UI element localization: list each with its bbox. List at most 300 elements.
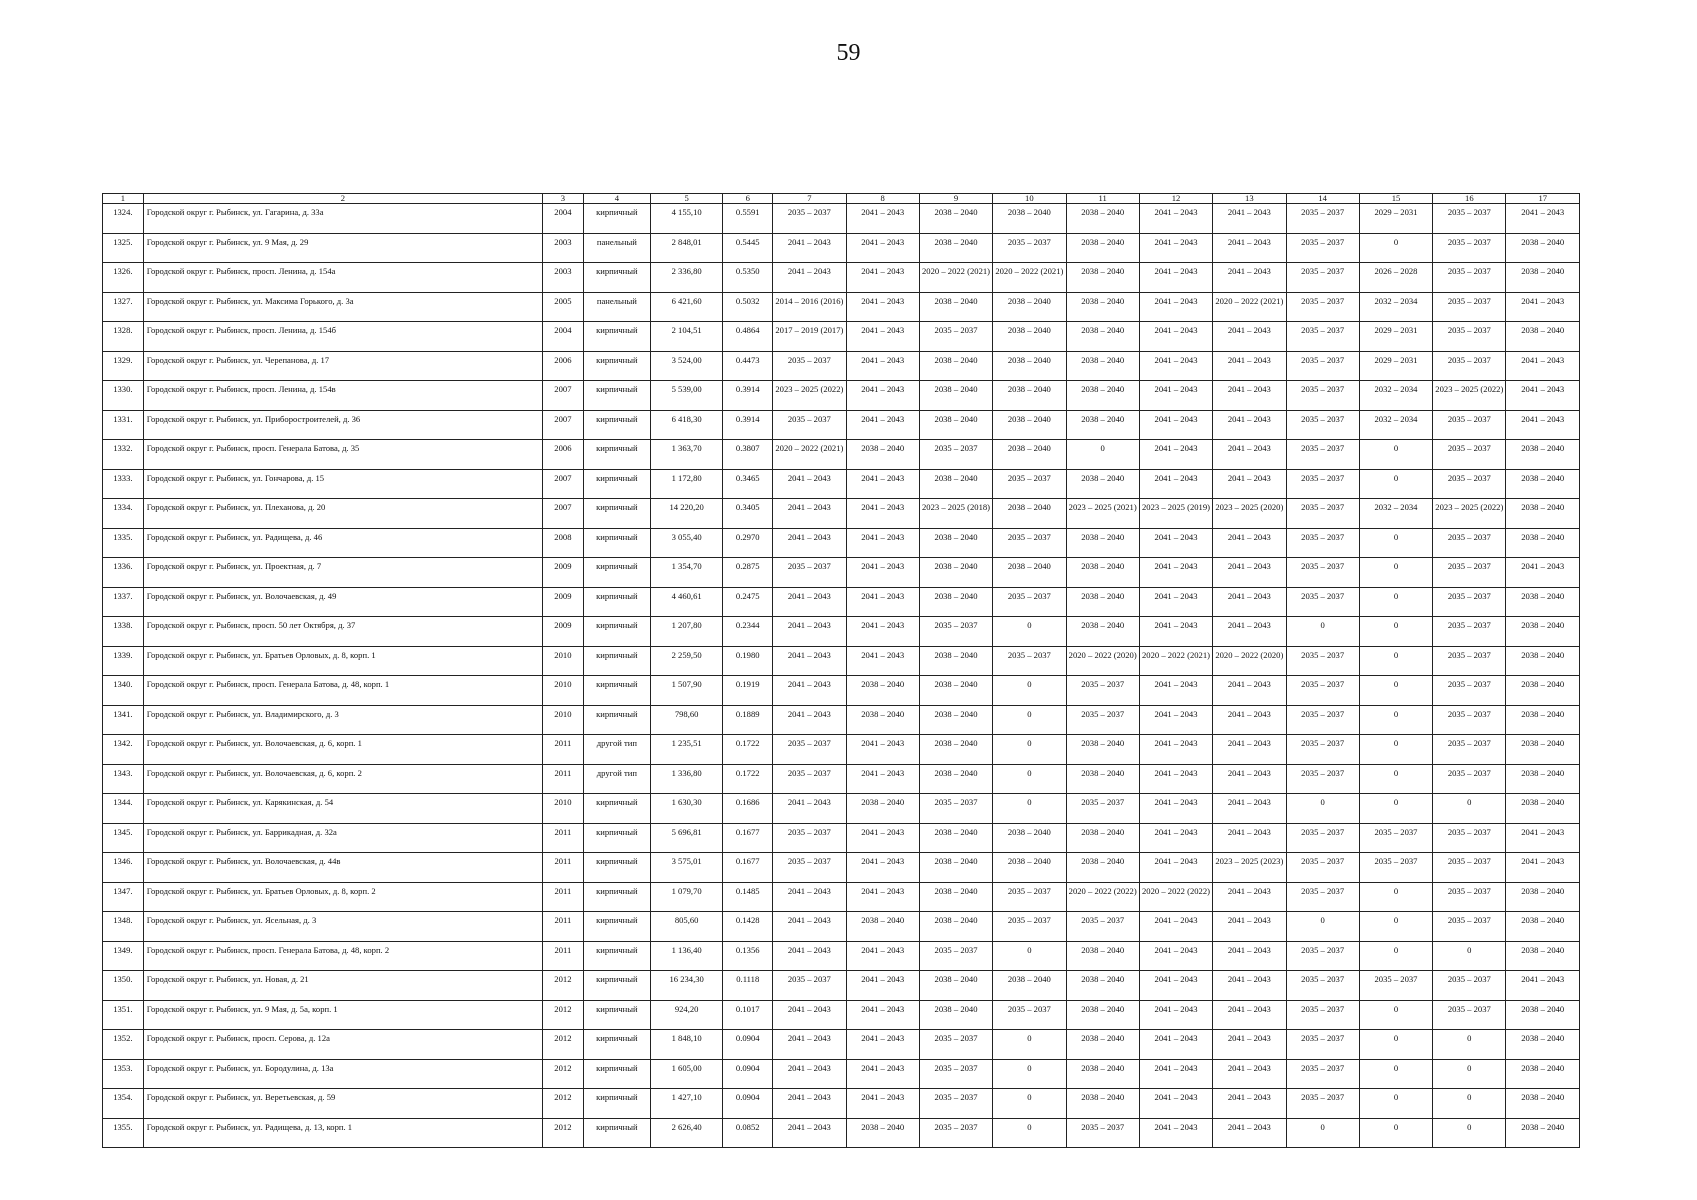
table-cell: 6 418,30 bbox=[650, 410, 722, 440]
table-row bbox=[103, 646, 1580, 676]
table-cell: 1347. bbox=[103, 882, 144, 912]
table-cell: 2038 – 2040 bbox=[993, 381, 1066, 411]
table-cell: 2035 – 2037 bbox=[919, 1030, 992, 1060]
table-cell: 2012 bbox=[543, 1059, 584, 1089]
table-cell: 0 bbox=[993, 1118, 1066, 1148]
table-cell: 0.1980 bbox=[723, 646, 773, 676]
table-cell: 2038 – 2040 bbox=[1506, 499, 1580, 529]
table-cell: 2041 – 2043 bbox=[1139, 233, 1212, 263]
table-cell: 2041 – 2043 bbox=[1213, 794, 1286, 824]
table-cell: кирпичный bbox=[583, 469, 650, 499]
table-cell: 2032 – 2034 bbox=[1359, 381, 1432, 411]
table-cell: 1333. bbox=[103, 469, 144, 499]
table-cell: 2035 – 2037 bbox=[1433, 764, 1506, 794]
table-cell: 2005 bbox=[543, 292, 584, 322]
table-cell: кирпичный bbox=[583, 705, 650, 735]
table-cell: 1350. bbox=[103, 971, 144, 1001]
table-cell: 2041 – 2043 bbox=[1139, 764, 1212, 794]
table-cell: 0 bbox=[1359, 587, 1432, 617]
address-cell: Городской округ г. Рыбинск, просп. 50 лет Октября, д. 37 bbox=[143, 617, 542, 647]
table-cell: 0 bbox=[1359, 764, 1432, 794]
table-cell: 2041 – 2043 bbox=[1213, 1118, 1286, 1148]
table-cell: 2010 bbox=[543, 676, 584, 706]
table-cell: 2041 – 2043 bbox=[1213, 764, 1286, 794]
table-cell: 2041 – 2043 bbox=[846, 764, 919, 794]
table-cell: 14 220,20 bbox=[650, 499, 722, 529]
table-row bbox=[103, 676, 1580, 706]
table-cell: кирпичный bbox=[583, 587, 650, 617]
table-cell: 2041 – 2043 bbox=[1213, 440, 1286, 470]
table-cell: 2038 – 2040 bbox=[846, 912, 919, 942]
table-cell: 2041 – 2043 bbox=[1139, 1030, 1212, 1060]
table-cell: 0.2970 bbox=[723, 528, 773, 558]
table-cell: 1 235,51 bbox=[650, 735, 722, 765]
table-cell: 805,60 bbox=[650, 912, 722, 942]
table-cell: 2023 – 2025 (2022) bbox=[1433, 499, 1506, 529]
table-cell: 2038 – 2040 bbox=[993, 410, 1066, 440]
column-header: 6 bbox=[723, 194, 773, 204]
table-cell: 0 bbox=[1359, 1089, 1432, 1119]
table-cell: 2 259,50 bbox=[650, 646, 722, 676]
table-cell: 2035 – 2037 bbox=[919, 1059, 992, 1089]
table-cell: 2038 – 2040 bbox=[993, 440, 1066, 470]
table-cell: 2038 – 2040 bbox=[1506, 1118, 1580, 1148]
table-row bbox=[103, 882, 1580, 912]
table-cell: другой тип bbox=[583, 764, 650, 794]
table-cell: 5 696,81 bbox=[650, 823, 722, 853]
table-cell: 2020 – 2022 (2020) bbox=[1066, 646, 1139, 676]
table-cell: 2035 – 2037 bbox=[1286, 499, 1359, 529]
table-cell: 2041 – 2043 bbox=[846, 469, 919, 499]
table-cell: 2041 – 2043 bbox=[773, 263, 846, 293]
table-cell: 2041 – 2043 bbox=[1506, 823, 1580, 853]
table-cell: 2038 – 2040 bbox=[1066, 469, 1139, 499]
table-row bbox=[103, 499, 1580, 529]
table-cell: кирпичный bbox=[583, 204, 650, 234]
table-cell: 2011 bbox=[543, 912, 584, 942]
table-cell: 2035 – 2037 bbox=[1433, 469, 1506, 499]
table-cell: кирпичный bbox=[583, 1118, 650, 1148]
table-cell: 2035 – 2037 bbox=[1433, 587, 1506, 617]
table-cell: 2041 – 2043 bbox=[1139, 971, 1212, 1001]
table-cell: 2004 bbox=[543, 322, 584, 352]
table-cell: 2011 bbox=[543, 823, 584, 853]
table-cell: 2038 – 2040 bbox=[919, 351, 992, 381]
column-header: 1 bbox=[103, 194, 144, 204]
table-cell: 2041 – 2043 bbox=[1139, 735, 1212, 765]
table-cell: 2038 – 2040 bbox=[919, 1000, 992, 1030]
table-cell: 2011 bbox=[543, 941, 584, 971]
address-cell: Городской округ г. Рыбинск, ул. Братьев Орловых, д. 8, корп. 1 bbox=[143, 646, 542, 676]
table-cell: кирпичный bbox=[583, 853, 650, 883]
table-cell: 2041 – 2043 bbox=[846, 1030, 919, 1060]
table-cell: 3 575,01 bbox=[650, 853, 722, 883]
table-cell: 1 079,70 bbox=[650, 882, 722, 912]
table-row bbox=[103, 823, 1580, 853]
table-cell: 2041 – 2043 bbox=[773, 794, 846, 824]
table-cell: 0 bbox=[993, 705, 1066, 735]
table-cell: 1324. bbox=[103, 204, 144, 234]
table-cell: 2035 – 2037 bbox=[1433, 440, 1506, 470]
table-cell: 3 524,00 bbox=[650, 351, 722, 381]
table-row bbox=[103, 469, 1580, 499]
table-cell: 2038 – 2040 bbox=[919, 469, 992, 499]
table-cell: 2038 – 2040 bbox=[919, 204, 992, 234]
table-cell: 2041 – 2043 bbox=[1139, 351, 1212, 381]
table-cell: 2020 – 2022 (2022) bbox=[1139, 882, 1212, 912]
table-cell: 2041 – 2043 bbox=[846, 971, 919, 1001]
table-cell: 2041 – 2043 bbox=[1139, 1059, 1212, 1089]
table-cell: 1335. bbox=[103, 528, 144, 558]
table-row bbox=[103, 381, 1580, 411]
table-cell: 1340. bbox=[103, 676, 144, 706]
table-cell: 0 bbox=[1286, 617, 1359, 647]
table-cell: 2041 – 2043 bbox=[1139, 292, 1212, 322]
table-cell: 2038 – 2040 bbox=[846, 705, 919, 735]
table-cell: 2035 – 2037 bbox=[1066, 705, 1139, 735]
table-cell: 2038 – 2040 bbox=[919, 676, 992, 706]
table-cell: 2035 – 2037 bbox=[1286, 233, 1359, 263]
table-cell: 2041 – 2043 bbox=[1213, 587, 1286, 617]
table-cell: 798,60 bbox=[650, 705, 722, 735]
table-row bbox=[103, 558, 1580, 588]
table-cell: 2035 – 2037 bbox=[1359, 971, 1432, 1001]
address-cell: Городской округ г. Рыбинск, ул. Баррикадная, д. 32а bbox=[143, 823, 542, 853]
table-cell: 2041 – 2043 bbox=[846, 882, 919, 912]
table-cell: 0 bbox=[1359, 1030, 1432, 1060]
table-cell: 2035 – 2037 bbox=[1286, 204, 1359, 234]
table-cell: 2023 – 2025 (2023) bbox=[1213, 853, 1286, 883]
table-cell: 0 bbox=[993, 735, 1066, 765]
table-cell: 2035 – 2037 bbox=[1433, 853, 1506, 883]
table-cell: 2038 – 2040 bbox=[1506, 705, 1580, 735]
table-cell: 2035 – 2037 bbox=[1433, 558, 1506, 588]
table-cell: 2011 bbox=[543, 764, 584, 794]
address-cell: Городской округ г. Рыбинск, ул. 9 Мая, д. 5а, корп. 1 bbox=[143, 1000, 542, 1030]
table-cell: 2020 – 2022 (2021) bbox=[1213, 292, 1286, 322]
table-cell: 2041 – 2043 bbox=[1139, 676, 1212, 706]
column-header: 16 bbox=[1433, 194, 1506, 204]
table-row bbox=[103, 263, 1580, 293]
table-cell: 2038 – 2040 bbox=[919, 971, 992, 1001]
table-cell: 2038 – 2040 bbox=[1506, 735, 1580, 765]
table-cell: 2041 – 2043 bbox=[1139, 410, 1212, 440]
table-cell: 2038 – 2040 bbox=[1506, 1030, 1580, 1060]
table-cell: 0 bbox=[1286, 794, 1359, 824]
address-cell: Городской округ г. Рыбинск, ул. Новая, д. 21 bbox=[143, 971, 542, 1001]
column-header: 12 bbox=[1139, 194, 1212, 204]
table-cell: 2038 – 2040 bbox=[919, 410, 992, 440]
table-cell: кирпичный bbox=[583, 646, 650, 676]
table-cell: 2041 – 2043 bbox=[846, 263, 919, 293]
table-cell: 0 bbox=[1433, 794, 1506, 824]
table-cell: 0.2875 bbox=[723, 558, 773, 588]
table-cell: 2023 – 2025 (2022) bbox=[773, 381, 846, 411]
table-cell: 0.3914 bbox=[723, 381, 773, 411]
table-cell: 2041 – 2043 bbox=[1213, 1089, 1286, 1119]
table-cell: 2035 – 2037 bbox=[1286, 410, 1359, 440]
table-cell: 2038 – 2040 bbox=[846, 440, 919, 470]
table-cell: 2041 – 2043 bbox=[846, 499, 919, 529]
table-cell: 2 848,01 bbox=[650, 233, 722, 263]
table-cell: кирпичный bbox=[583, 912, 650, 942]
table-cell: 1 605,00 bbox=[650, 1059, 722, 1089]
table-cell: 2012 bbox=[543, 1089, 584, 1119]
table-cell: 1355. bbox=[103, 1118, 144, 1148]
table-cell: 2041 – 2043 bbox=[846, 587, 919, 617]
table-cell: 2023 – 2025 (2021) bbox=[1066, 499, 1139, 529]
table-cell: 2035 – 2037 bbox=[1359, 853, 1432, 883]
table-cell: 2007 bbox=[543, 410, 584, 440]
table-cell: 2041 – 2043 bbox=[1139, 263, 1212, 293]
table-cell: 2041 – 2043 bbox=[773, 587, 846, 617]
table-cell: 2041 – 2043 bbox=[1139, 853, 1212, 883]
table-cell: 0.0904 bbox=[723, 1030, 773, 1060]
table-cell: 2035 – 2037 bbox=[1433, 233, 1506, 263]
table-cell: 2035 – 2037 bbox=[1286, 646, 1359, 676]
table-row bbox=[103, 912, 1580, 942]
table-cell: 2035 – 2037 bbox=[1286, 558, 1359, 588]
table-cell: 2035 – 2037 bbox=[773, 351, 846, 381]
table-cell: 2038 – 2040 bbox=[1506, 469, 1580, 499]
table-cell: 2035 – 2037 bbox=[1286, 263, 1359, 293]
table-cell: 2041 – 2043 bbox=[1213, 617, 1286, 647]
column-header: 13 bbox=[1213, 194, 1286, 204]
address-cell: Городской округ г. Рыбинск, просп. Ленина, д. 154в bbox=[143, 381, 542, 411]
table-cell: кирпичный bbox=[583, 558, 650, 588]
table-cell: 2041 – 2043 bbox=[1213, 1000, 1286, 1030]
table-cell: 2020 – 2022 (2022) bbox=[1066, 882, 1139, 912]
table-cell: 2041 – 2043 bbox=[846, 233, 919, 263]
table-cell: 2038 – 2040 bbox=[1506, 912, 1580, 942]
table-cell: 1 427,10 bbox=[650, 1089, 722, 1119]
table-cell: 1339. bbox=[103, 646, 144, 676]
table-cell: 2035 – 2037 bbox=[993, 912, 1066, 942]
column-header: 3 bbox=[543, 194, 584, 204]
table-cell: 2041 – 2043 bbox=[846, 322, 919, 352]
table-cell: 0 bbox=[993, 676, 1066, 706]
table-cell: 2041 – 2043 bbox=[773, 1000, 846, 1030]
table-cell: 2041 – 2043 bbox=[773, 912, 846, 942]
table-row bbox=[103, 1089, 1580, 1119]
address-cell: Городской округ г. Рыбинск, ул. Веретьевская, д. 59 bbox=[143, 1089, 542, 1119]
table-cell: 1327. bbox=[103, 292, 144, 322]
table-cell: 0.1118 bbox=[723, 971, 773, 1001]
table-cell: 4 155,10 bbox=[650, 204, 722, 234]
table-cell: 2041 – 2043 bbox=[1213, 322, 1286, 352]
table-cell: 2020 – 2022 (2021) bbox=[773, 440, 846, 470]
table-cell: 2038 – 2040 bbox=[919, 233, 992, 263]
table-cell: 2038 – 2040 bbox=[1506, 794, 1580, 824]
table-cell: 1 363,70 bbox=[650, 440, 722, 470]
table-cell: 0 bbox=[993, 1089, 1066, 1119]
table-row bbox=[103, 440, 1580, 470]
table-cell: 1342. bbox=[103, 735, 144, 765]
table-cell: 2029 – 2031 bbox=[1359, 204, 1432, 234]
table-cell: 2038 – 2040 bbox=[919, 587, 992, 617]
address-cell: Городской округ г. Рыбинск, ул. Черепанова, д. 17 bbox=[143, 351, 542, 381]
table-cell: 0 bbox=[993, 1030, 1066, 1060]
table-cell: 2041 – 2043 bbox=[846, 853, 919, 883]
table-cell: 2009 bbox=[543, 617, 584, 647]
table-cell: 2041 – 2043 bbox=[1506, 410, 1580, 440]
table-cell: 1336. bbox=[103, 558, 144, 588]
table-cell: 2035 – 2037 bbox=[1433, 263, 1506, 293]
table-cell: 2041 – 2043 bbox=[773, 1059, 846, 1089]
table-cell: 2038 – 2040 bbox=[993, 853, 1066, 883]
table-cell: 2038 – 2040 bbox=[993, 823, 1066, 853]
table-cell: 1330. bbox=[103, 381, 144, 411]
table-cell: 0 bbox=[1286, 1118, 1359, 1148]
table-cell: 2038 – 2040 bbox=[1066, 558, 1139, 588]
table-cell: панельный bbox=[583, 292, 650, 322]
table-row bbox=[103, 528, 1580, 558]
table-cell: 2038 – 2040 bbox=[919, 646, 992, 676]
table-cell: 0 bbox=[1359, 558, 1432, 588]
table-cell: 2041 – 2043 bbox=[1506, 292, 1580, 322]
table-cell: 0.0904 bbox=[723, 1089, 773, 1119]
table-cell: 0.1677 bbox=[723, 853, 773, 883]
table-cell: 2038 – 2040 bbox=[993, 558, 1066, 588]
table-cell: 2035 – 2037 bbox=[993, 882, 1066, 912]
table-cell: 0 bbox=[1359, 676, 1432, 706]
table-cell: 2032 – 2034 bbox=[1359, 499, 1432, 529]
table-cell: 2035 – 2037 bbox=[919, 794, 992, 824]
table-cell: 2038 – 2040 bbox=[1066, 410, 1139, 440]
column-header: 11 bbox=[1066, 194, 1139, 204]
table-cell: 1 172,80 bbox=[650, 469, 722, 499]
table-cell: кирпичный bbox=[583, 823, 650, 853]
table-cell: 2035 – 2037 bbox=[1286, 292, 1359, 322]
table-cell: 1348. bbox=[103, 912, 144, 942]
table-cell: 0.5350 bbox=[723, 263, 773, 293]
table-cell: 2035 – 2037 bbox=[1286, 971, 1359, 1001]
table-cell: 2038 – 2040 bbox=[993, 204, 1066, 234]
page-number: 59 bbox=[836, 40, 861, 66]
table-cell: 2041 – 2043 bbox=[1506, 853, 1580, 883]
table-cell: 2038 – 2040 bbox=[1066, 322, 1139, 352]
table-cell: 2026 – 2028 bbox=[1359, 263, 1432, 293]
table-row bbox=[103, 1059, 1580, 1089]
table-cell: 2035 – 2037 bbox=[1433, 322, 1506, 352]
address-cell: Городской округ г. Рыбинск, ул. 9 Мая, д. 29 bbox=[143, 233, 542, 263]
address-cell: Городской округ г. Рыбинск, ул. Проектная, д. 7 bbox=[143, 558, 542, 588]
table-cell: 2035 – 2037 bbox=[1066, 794, 1139, 824]
column-header: 4 bbox=[583, 194, 650, 204]
table-cell: 1345. bbox=[103, 823, 144, 853]
table-cell: 2041 – 2043 bbox=[846, 646, 919, 676]
table-cell: 0.1356 bbox=[723, 941, 773, 971]
table-cell: кирпичный bbox=[583, 410, 650, 440]
table-cell: 2038 – 2040 bbox=[1506, 528, 1580, 558]
table-cell: 2038 – 2040 bbox=[919, 882, 992, 912]
address-cell: Городской округ г. Рыбинск, просп. Серова, д. 12а bbox=[143, 1030, 542, 1060]
table-cell: кирпичный bbox=[583, 941, 650, 971]
address-cell: Городской округ г. Рыбинск, ул. Плеханова, д. 20 bbox=[143, 499, 542, 529]
table-cell: 2038 – 2040 bbox=[919, 558, 992, 588]
table-row bbox=[103, 971, 1580, 1001]
table-row bbox=[103, 1030, 1580, 1060]
table-cell: 2038 – 2040 bbox=[846, 676, 919, 706]
table-cell: 1 207,80 bbox=[650, 617, 722, 647]
table-cell: 0 bbox=[1433, 1030, 1506, 1060]
data-table bbox=[102, 193, 1580, 1148]
table-cell: 2038 – 2040 bbox=[1066, 351, 1139, 381]
table-cell: 2 336,80 bbox=[650, 263, 722, 293]
table-cell: 2041 – 2043 bbox=[846, 410, 919, 440]
table-cell: 2038 – 2040 bbox=[1066, 233, 1139, 263]
table-cell: 2035 – 2037 bbox=[1286, 823, 1359, 853]
table-cell: 2023 – 2025 (2020) bbox=[1213, 499, 1286, 529]
table-cell: 2041 – 2043 bbox=[1139, 322, 1212, 352]
table-cell: 2041 – 2043 bbox=[1139, 705, 1212, 735]
table-cell: 2035 – 2037 bbox=[1433, 204, 1506, 234]
table-cell: 1325. bbox=[103, 233, 144, 263]
table-cell: 2041 – 2043 bbox=[1506, 351, 1580, 381]
column-header: 8 bbox=[846, 194, 919, 204]
table-cell: 2032 – 2034 bbox=[1359, 292, 1432, 322]
table-cell: 2035 – 2037 bbox=[993, 646, 1066, 676]
table-cell: 0 bbox=[1359, 469, 1432, 499]
table-cell: 2038 – 2040 bbox=[919, 292, 992, 322]
table-cell: 2035 – 2037 bbox=[1359, 823, 1432, 853]
table-cell: 2035 – 2037 bbox=[1286, 469, 1359, 499]
table-cell: 4 460,61 bbox=[650, 587, 722, 617]
address-cell: Городской округ г. Рыбинск, ул. Ясельная, д. 3 bbox=[143, 912, 542, 942]
table-cell: 2041 – 2043 bbox=[1213, 735, 1286, 765]
table-cell: 2038 – 2040 bbox=[993, 292, 1066, 322]
table-cell: кирпичный bbox=[583, 1089, 650, 1119]
table-cell: 2009 bbox=[543, 558, 584, 588]
table-cell: 0 bbox=[993, 1059, 1066, 1089]
table-cell: 0 bbox=[1359, 941, 1432, 971]
table-cell: 0.3465 bbox=[723, 469, 773, 499]
table-cell: панельный bbox=[583, 233, 650, 263]
table-cell: кирпичный bbox=[583, 1000, 650, 1030]
table-cell: 2035 – 2037 bbox=[1433, 351, 1506, 381]
table-cell: 2041 – 2043 bbox=[1213, 558, 1286, 588]
table-cell: 2035 – 2037 bbox=[1433, 1000, 1506, 1030]
table-cell: 2038 – 2040 bbox=[1066, 1000, 1139, 1030]
table-cell: 1 336,80 bbox=[650, 764, 722, 794]
table-cell: 2035 – 2037 bbox=[993, 1000, 1066, 1030]
table-row bbox=[103, 617, 1580, 647]
table-cell: 2035 – 2037 bbox=[1286, 1059, 1359, 1089]
table-cell: 2038 – 2040 bbox=[919, 764, 992, 794]
table-cell: 2014 – 2016 (2016) bbox=[773, 292, 846, 322]
table-cell: 2041 – 2043 bbox=[1213, 676, 1286, 706]
table-cell: 2035 – 2037 bbox=[1286, 705, 1359, 735]
table-cell: 0 bbox=[993, 764, 1066, 794]
table-cell: 2041 – 2043 bbox=[773, 499, 846, 529]
table-cell: 2041 – 2043 bbox=[773, 941, 846, 971]
table-cell: 2038 – 2040 bbox=[919, 853, 992, 883]
table-cell: 2038 – 2040 bbox=[993, 971, 1066, 1001]
table-cell: 2041 – 2043 bbox=[773, 882, 846, 912]
table-cell: 2038 – 2040 bbox=[1066, 971, 1139, 1001]
table-cell: 1346. bbox=[103, 853, 144, 883]
table-cell: 0 bbox=[1359, 646, 1432, 676]
table-cell: 2035 – 2037 bbox=[1286, 1030, 1359, 1060]
table-cell: 2011 bbox=[543, 882, 584, 912]
table-cell: 2023 – 2025 (2022) bbox=[1433, 381, 1506, 411]
table-cell: 2041 – 2043 bbox=[1213, 882, 1286, 912]
table-cell: 0 bbox=[993, 794, 1066, 824]
table-cell: 2011 bbox=[543, 735, 584, 765]
table-cell: 6 421,60 bbox=[650, 292, 722, 322]
table-cell: 2010 bbox=[543, 646, 584, 676]
table-cell: 2041 – 2043 bbox=[773, 646, 846, 676]
